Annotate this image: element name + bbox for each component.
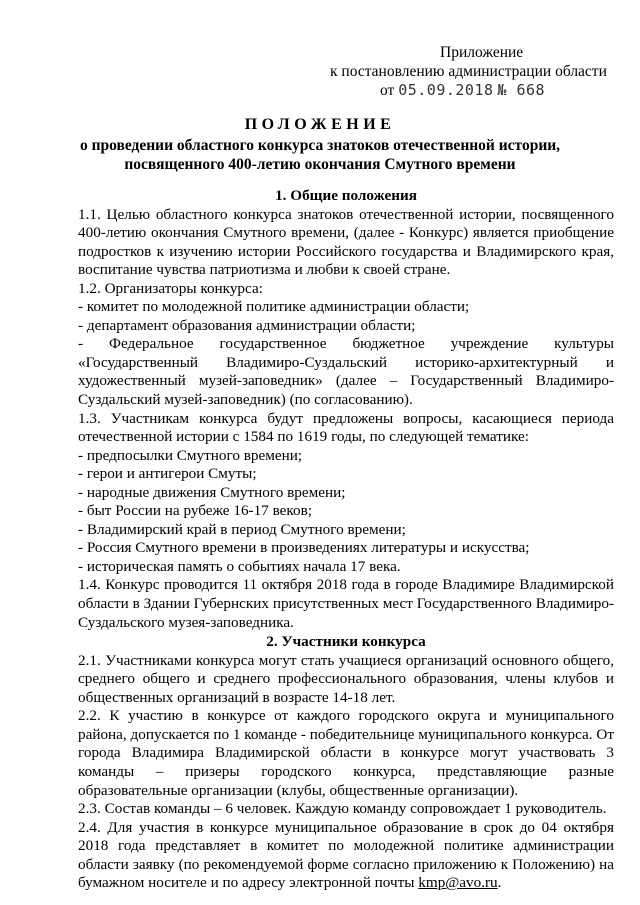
appendix-label: Приложение (440, 44, 524, 61)
topic-item: - Россия Смутного времени в произведениях литературы и искусства; (78, 539, 530, 557)
paragraph-2-4 (78, 819, 614, 893)
document-body (78, 186, 614, 893)
organizer-item: - Федеральное государственное бюджетное учреждение культуры «Государственный Владимиро-Суздальский историко-архитектурный и художественный музей-заповедник» (далее – Государственный Владимиро-Суздальский музей-заповедник) (по согласованию). (78, 335, 614, 409)
organizer-item: - департамент образования администрации области; (78, 316, 416, 334)
resolution-date-stamp: 05.09.2018 (398, 81, 494, 99)
paragraph-2-4-end: . (497, 874, 502, 892)
approval-header (330, 44, 620, 101)
paragraph-2-3: 2.3. Состав команды – 6 человек. Каждую команду сопровождает 1 руководитель. (78, 800, 607, 818)
topic-item: - Владимирский край в период Смутного времени; (78, 520, 406, 538)
topic-item: - предпосылки Смутного времени; (78, 446, 303, 464)
section-heading-participants: 2. Участники конкурса (266, 633, 426, 651)
resolution-date-line (330, 81, 620, 101)
document-subtitle (60, 137, 580, 174)
date-prefix: от (380, 82, 395, 99)
paragraph-2-2: 2.2. К участию в конкурсе от каждого городского округа и муниципального района, допускается по 1 команде - победительнице муниципального конкурса. От города Владимира Владимирской области в конкурсе могут участвовать 3 команды – призеры городского конкурса, представляющие разные образовательные организации (клубы, общественные организации). (78, 707, 614, 799)
document-title: ПОЛОЖЕНИЕ (244, 116, 396, 133)
subtitle-line-1: о проведении областного конкурса знатоков отечественной истории, (79, 137, 561, 154)
topic-item: - быт России на рубеже 16-17 веков; (78, 502, 312, 520)
resolution-label: к постановлению администрации области (330, 62, 607, 80)
organizer-item: - комитет по молодежной политике администрации области; (78, 298, 470, 316)
topic-item: - народные движения Смутного времени; (78, 483, 346, 501)
topic-item: - историческая память о событиях начала 17 века. (78, 557, 401, 575)
paragraph-1-4: 1.4. Конкурс проводится 11 октября 2018 года в городе Владимире Владимирской области в Здании Губернских присутственных мест Государственного Владимиро-Суздальского музея-заповедника. (78, 576, 614, 631)
paragraph-2-1: 2.1. Участниками конкурса могут стать учащиеся организаций основного общего, среднего общего и среднего профессионального образования, члены клубов и общественных организаций в возрасте 14-18 лет. (78, 651, 614, 706)
email-link[interactable]: kmp@avo.ru (418, 874, 498, 892)
topic-item: - герои и антигерои Смуты; (78, 465, 257, 483)
subtitle-line-2: посвященного 400-летию окончания Смутного времени (124, 155, 516, 173)
paragraph-1-1: 1.1. Целью областного конкурса знатоков отечественной истории, посвященного 400-летию окончания Смутного времени, (далее - Конкурс) является приобщение подростков к изучению истории Российского государства и Владимирского края, воспитание чувства патриотизма и любви к своей стране. (78, 205, 614, 279)
resolution-number-stamp: № 668 (497, 81, 546, 99)
paragraph-1-3: 1.3. Участникам конкурса будут предложены вопросы, касающиеся периода отечественной истории с 1584 по 1619 годы, по следующей тематике: (78, 409, 614, 446)
paragraph-2-4-text: 2.4. Для участия в конкурсе муниципальное образование в срок до 04 октября 2018 года представляет в комитет по молодежной политике администрации области заявку (по рекомендуемой форме согласно приложению к Положению) на бумажном носителе и по адресу электронной почты (78, 818, 614, 892)
paragraph-1-2: 1.2. Организаторы конкурса: (78, 279, 263, 297)
section-heading-general: 1. Общие положения (275, 187, 417, 204)
